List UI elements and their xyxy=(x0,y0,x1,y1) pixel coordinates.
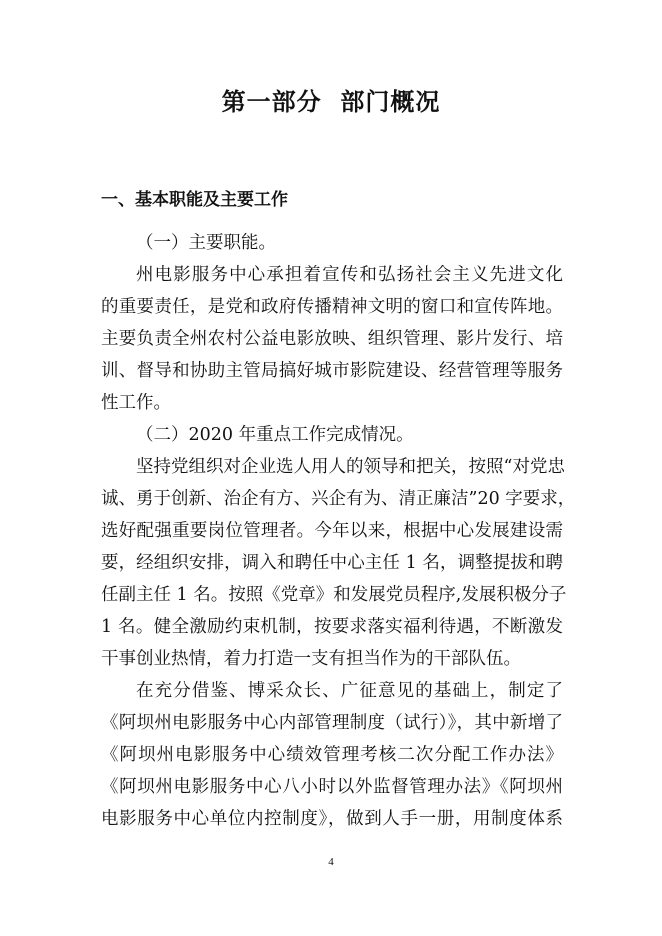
paragraph-line: 《阿坝州电影服务中心内部管理制度（试行）》，其中新增了 xyxy=(101,713,563,733)
paragraph-line: 诚、勇于创新、治企有方、兴企有为、清正廉洁”20 字要求， xyxy=(101,489,576,509)
paragraph-line: 州电影服务中心承担着宣传和弘扬社会主义先进文化 xyxy=(136,265,563,285)
paragraph-line: 的重要责任，是党和政府传播精神文明的窗口和宣传阵地。 xyxy=(101,297,563,317)
page-title: 第一部分 部门概况 xyxy=(221,88,441,116)
paragraph-line: 电影服务中心单位内控制度》，做到人手一册，用制度体系 xyxy=(101,809,563,829)
subsection-heading: （二）2020 年重点工作完成情况。 xyxy=(136,425,414,445)
paragraph-line: 干事创业热情，着力打造一支有担当作为的干部队伍。 xyxy=(101,649,521,669)
paragraph-line: 《阿坝州电影服务中心八小时以外监督管理办法》《阿坝州 xyxy=(101,777,563,797)
subsection-heading: （一）主要职能。 xyxy=(136,233,276,253)
paragraph-line: 选好配强重要岗位管理者。今年以来，根据中心发展建设需 xyxy=(101,521,563,541)
paragraph-line: 要，经组织安排，调入和聘任中心主任 1 名，调整提拔和聘 xyxy=(101,553,563,573)
paragraph-line: 坚持党组织对企业选人用人的领导和把关，按照“对党忠 xyxy=(136,457,565,477)
paragraph-line: 在充分借鉴、博采众长、广征意见的基础上，制定了 xyxy=(136,681,563,701)
paragraph-line: 1 名。健全激励约束机制，按要求落实福利待遇，不断激发 xyxy=(101,617,563,637)
paragraph-line: 训、督导和协助主管局搞好城市影院建设、经营管理等服务 xyxy=(101,361,563,381)
paragraph-line: 任副主任 1 名。按照《党章》和发展党员程序,发展积极分子 xyxy=(101,585,567,605)
paragraph-line: 《阿坝州电影服务中心绩效管理考核二次分配工作办法》 xyxy=(101,745,563,765)
paragraph-line: 主要负责全州农村公益电影放映、组织管理、影片发行、培 xyxy=(101,329,563,349)
page-number: 4 xyxy=(328,856,334,868)
section-heading: 一、基本职能及主要工作 xyxy=(101,190,288,210)
paragraph-line: 性工作。 xyxy=(101,393,171,413)
